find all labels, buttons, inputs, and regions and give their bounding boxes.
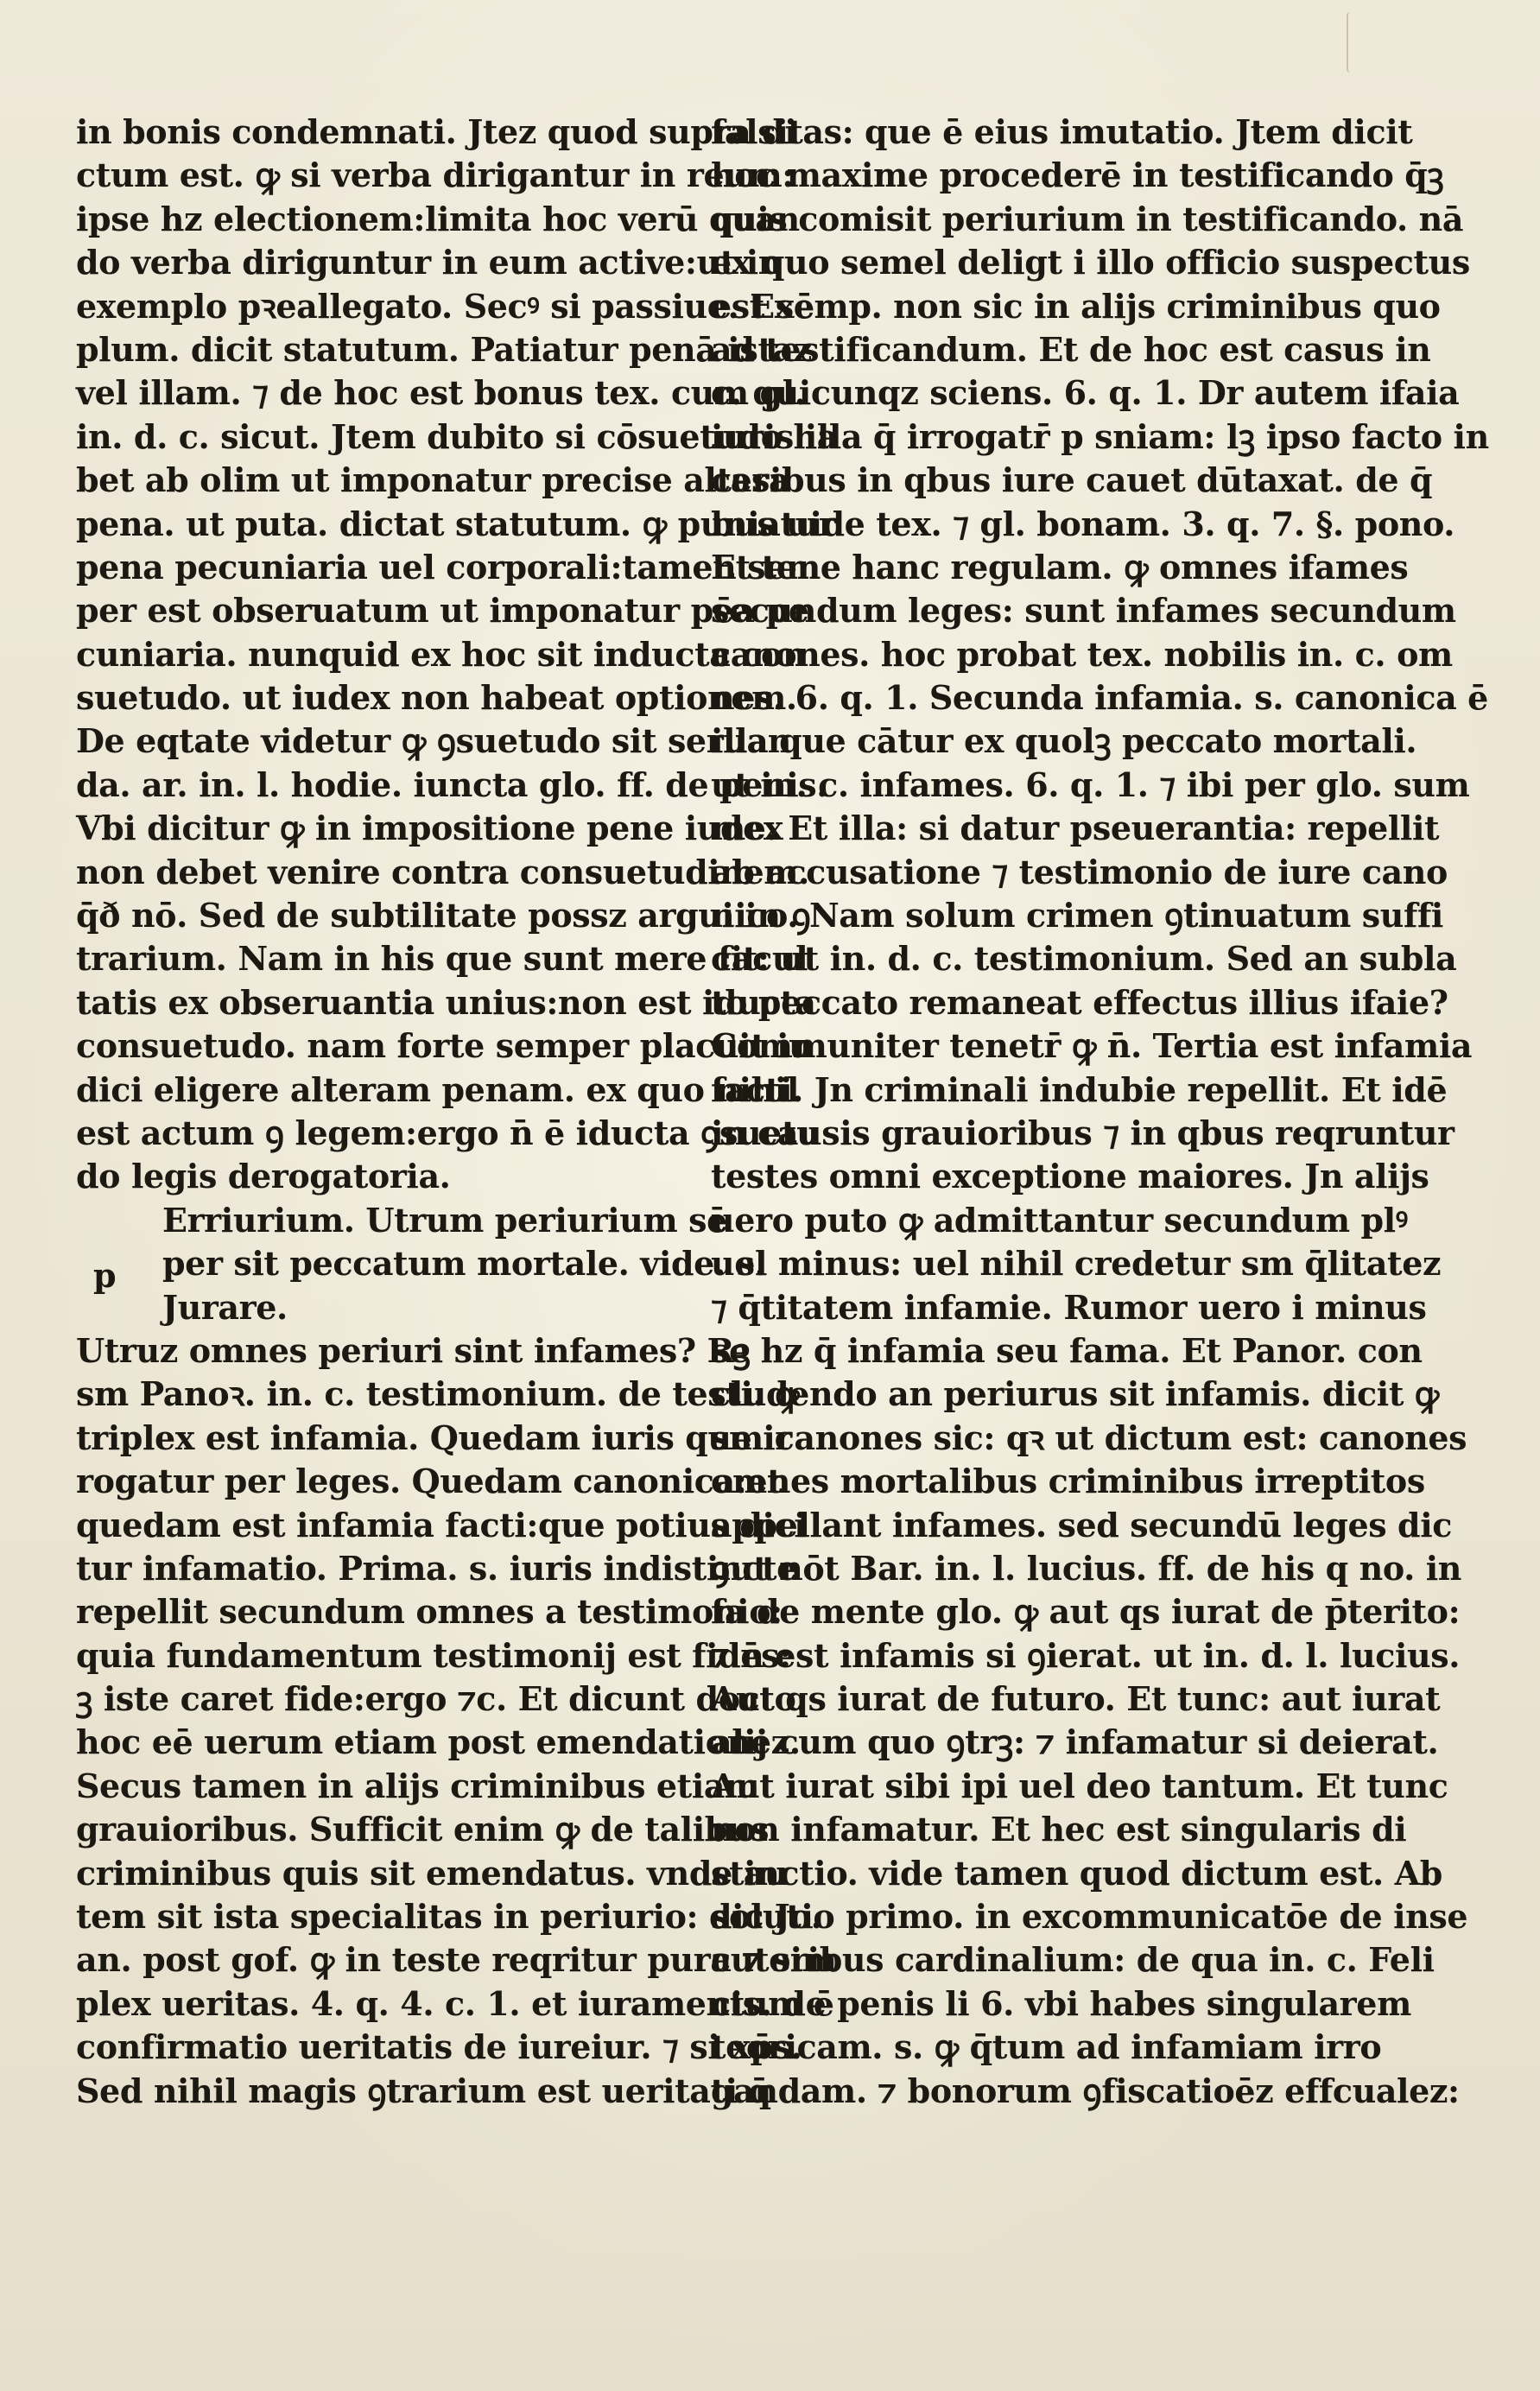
text-line: da. ar. in. l. hodie. iuncta glo. ff. de penis. — [76, 764, 828, 804]
text-line: illa que cātur ex quolꝫ peccato mortali. — [711, 721, 1417, 761]
text-line: uel minus: uel nihil credetur sm q̄litatez — [711, 1244, 1442, 1284]
text-line: Vbi dicitur ꝙ in impositione pene iudex — [76, 809, 783, 848]
text-line: cit: ut in. d. c. testimonium. Sed an subla — [711, 939, 1457, 979]
text-line: est actum ꝯ legem:ergo n̄ ē iducta ꝯsuetu — [76, 1113, 821, 1152]
text-line: exemplo pꝛeallegato. Secꝰ si passiue. Exē — [76, 286, 814, 326]
text-line: repellit secundum omnes a testimonio: — [76, 1592, 783, 1632]
text-line: Communiter tenetr̄ ꝙ n̄. Tertia est infamia — [711, 1026, 1473, 1066]
periurium-initial-letter: p — [93, 1255, 117, 1295]
periurium-heading-text — [76, 1199, 766, 1329]
text-line: Utruz omnes periuri sint infames? Rꝫ — [76, 1330, 751, 1370]
text-line: ctum est. ꝙ si verba dirigantur in reum: — [76, 155, 794, 195]
text-line: uero puto ꝙ admittantur secundum plꝰ — [711, 1200, 1408, 1240]
text-line: solutio primo. in excommunicatōe de inse — [711, 1897, 1468, 1937]
text-line: alij cum quo ꝯtrꝫ: ⁊ infamatur si deierat. — [711, 1722, 1439, 1762]
text-line: Sed nihil magis ꝯtrarium est ueritati q̄ — [76, 2071, 771, 2110]
text-line: me. Et illa: si datur pseuerantia: repellit — [711, 809, 1440, 848]
text-line: ⁊ q̄titatem infamie. Rumor uero i minus — [711, 1287, 1427, 1327]
text-line: facti. Jn criminali indubie repellit. Et idē — [711, 1069, 1448, 1109]
text-line: in causis grauioribus ⁊ in qbus reqruntur — [711, 1113, 1454, 1152]
text-line: canones. hoc probat tex. nobilis in. c. om — [711, 634, 1453, 674]
text-line: casibus in qbus iure cauet dūtaxat. de q̄ — [711, 460, 1433, 500]
text-line: ab accusatione ⁊ testimonio de iure cano — [711, 852, 1448, 891]
text-line: nes. 6. q. 1. Secunda infamia. s. canonica ē — [711, 678, 1488, 718]
text-line: quis comisit periurium in testificando. nā — [711, 199, 1464, 238]
text-line: teoricam. s. ꝙ q̄tum ad infamiam irro — [711, 2027, 1382, 2067]
text-line: falsitas: que ē eius imutatio. Jtem dicit — [711, 112, 1413, 151]
text-line: ut in. c. infames. 6. q. 1. ⁊ ibi per glo. sum — [711, 764, 1470, 804]
heading-line: per sit peccatum mortale. vide. s. — [162, 1244, 766, 1284]
text-line: hoc maxime procederē in testificando q̄ꝫ — [711, 155, 1444, 195]
text-line: cuniaria. nunquid ex hoc sit inducta con — [76, 634, 807, 674]
left-column-text-top — [76, 111, 838, 1199]
right-column-text — [711, 111, 1489, 2113]
text-line: per est obseruatum ut imponatur pēa pe — [76, 591, 809, 631]
text-line: bet ab olim ut imponatur precise altera — [76, 460, 790, 500]
text-line: quedam est infamia facti:que potius dici — [76, 1505, 807, 1544]
text-line: rogatur per leges. Quedam canonica:et — [76, 1462, 783, 1501]
text-line: quia fundamentum testimonij est fides: — [76, 1635, 791, 1675]
text-line: plum. dicit statutum. Patiatur penā istaz — [76, 329, 812, 369]
text-line: omnes mortalibus criminibus irreptitos — [711, 1462, 1425, 1501]
text-line: gandam. ⁊ bonorum ꝯfiscatioēz effcualez: — [711, 2071, 1460, 2110]
text-line: stinctio. vide tamen quod dictum est. Ab — [711, 1853, 1442, 1893]
text-line: ꝯut nōt Bar. in. l. lucius. ff. de his q no. in — [711, 1548, 1462, 1588]
text-line: se hz q̄ infamia seu fama. Et Panor. con — [711, 1330, 1423, 1370]
text-line: q̄ð nō. Sed de subtilitate possz argui in ꝯ — [76, 896, 811, 935]
heading-line: Jurare. — [162, 1287, 288, 1327]
text-line: est semp. non sic in alijs criminibus quo — [711, 286, 1441, 326]
text-line: ꝫ iste caret fide:ergo ⁊c. Et dicunt docto. — [76, 1679, 807, 1719]
heading-line: Erriurium. Utrum periurium sē — [162, 1200, 727, 1240]
periurium-heading-block — [76, 1199, 766, 1329]
text-line: confirmatio ueritatis de iureiur. ⁊ si xp̄s. — [76, 2027, 802, 2067]
text-line: ⁊ n̄ est infamis si ꝯierat. ut in. d. l. lucius. — [711, 1635, 1461, 1675]
text-line: vel illam. ⁊ de hoc est bonus tex. cum gl. — [76, 373, 806, 413]
text-line: bus uide tex. ⁊ gl. bonam. 3. q. 7. §. pono. — [711, 504, 1455, 543]
text-line: cutoribus cardinalium: de qua in. c. Feli — [711, 1940, 1435, 1980]
text-line: suetudo. ut iudex non habeat optionem. — [76, 678, 797, 718]
text-line: dici eligere alteram penam. ex quo nihil — [76, 1069, 799, 1109]
text-line: to peccato remaneat effectus illius ifaie? — [711, 982, 1448, 1022]
text-line: secundum leges: sunt infames secundum — [711, 591, 1456, 631]
text-line: Aut iurat sibi ipi uel deo tantum. Et tunc — [711, 1766, 1448, 1805]
text-line: cis. de penis li 6. vbi habes singularem — [711, 1983, 1411, 2023]
left-column — [76, 111, 838, 2113]
text-line: Aut qs iurat de futuro. Et tunc: aut iurat — [711, 1679, 1441, 1719]
text-line: iuris illa q̄ irrogatr̄ p sniam: lꝫ ipso facto in — [711, 416, 1489, 456]
text-line: triplex est infamia. Quedam iuris que ir — [76, 1417, 792, 1457]
text-line: De eqtate videtur ꝙ ꝯsuetudo sit seruan — [76, 721, 792, 761]
text-line: pena. ut puta. dictat statutum. ꝙ puniatur — [76, 504, 836, 543]
text-line: sm canones sic: qꝛ ut dictum est: canones — [711, 1417, 1467, 1457]
text-line: testes omni exceptione maiores. Jn alijs — [711, 1157, 1429, 1196]
text-line: in. d. c. sicut. Jtem dubito si cōsuetudo ha — [76, 416, 838, 456]
text-line: nico. Nam solum crimen ꝯtinuatum suffi — [711, 896, 1443, 935]
text-line: tatis ex obseruantia unius:non est iducta — [76, 982, 816, 1022]
text-line: fa de mente glo. ꝙ aut qs iurat de p̄terito: — [711, 1592, 1461, 1632]
text-line: do legis derogatoria. — [76, 1157, 451, 1196]
text-line: trarium. Nam in his que sunt mere facul — [76, 939, 808, 979]
page-edge-mark — [1347, 12, 1357, 73]
text-line: ad testificandum. Et de hoc est casus in — [711, 329, 1431, 369]
text-line: ipse hz electionem:limita hoc verū quan — [76, 199, 800, 238]
text-line: hoc eē uerum etiam post emendationez. — [76, 1722, 801, 1762]
text-line: Secus tamen in alijs criminibus etiam — [76, 1766, 759, 1805]
text-line: non infamatur. Et hec est singularis di — [711, 1810, 1407, 1849]
lower-margin — [0, 2073, 1540, 2391]
text-line: c. quicunqz sciens. 6. q. 1. Dr autem ifaia — [711, 373, 1460, 413]
text-line: in bonis condemnati. Jtez quod supra di — [76, 112, 797, 151]
text-line: ex quo semel deligt i illo officio suspectus — [711, 243, 1470, 282]
text-line: do verba diriguntur in eum active:ut in — [76, 243, 783, 282]
text-line: cludendo an periurus sit infamis. dicit ꝙ — [711, 1374, 1439, 1414]
text-line: non debet venire contra consuetudinem. — [76, 852, 809, 891]
right-column — [711, 111, 1489, 2113]
text-line: grauioribus. Sufficit enim ꝙ de talibus — [76, 1810, 770, 1849]
text-line: consuetudo. nam forte semper placuit iu — [76, 1026, 813, 1066]
text-line: pena pecuniaria uel corporali:tamen sem — [76, 547, 821, 587]
text-line: Et tene hanc regulam. ꝙ omnes ifames — [711, 547, 1409, 587]
text-line: tem sit ista specialitas in periurio: dic Jo. — [76, 1897, 822, 1937]
text-line: an. post gof. ꝙ in teste reqritur pura ⁊ sim — [76, 1940, 837, 1980]
text-line: tur infamatio. Prima. s. iuris indistincte — [76, 1548, 797, 1588]
text-line: plex ueritas. 4. q. 4. c. 1. et iuramentum ē — [76, 1983, 834, 2023]
text-line: criminibus quis sit emendatus. vnde au — [76, 1853, 789, 1893]
left-column-text-bottom — [76, 1329, 837, 2113]
text-line: appellant infames. sed secundū leges dic — [711, 1505, 1453, 1544]
text-line: sm Panoꝛ. in. c. testimonium. de testi. ꝙ — [76, 1374, 800, 1414]
